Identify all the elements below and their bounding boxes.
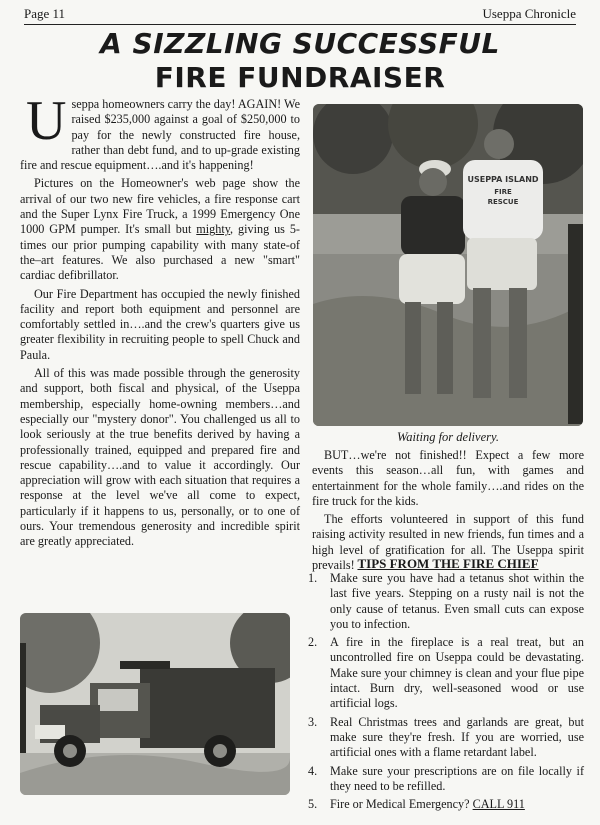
tip-item: 5. Fire or Medical Emergency? CALL 911 [308, 797, 525, 812]
tips-title: TIPS FROM THE FIRE CHIEF [357, 556, 539, 571]
tip-item: 3. Real Christmas trees and garlands are great, but make sure they're fresh. If you are worried, use artificial ones with a flame retardant label. [308, 714, 584, 760]
tips-list [306, 571, 584, 815]
drop-cap: U [26, 90, 67, 152]
tip-item: 2. A fire in the fireplace is a real treat, but an uncontrolled fire on Useppa could be devastating. Make sure your chimney is clean and your flue pipe intact. Burn dry, well-seasoned wood or use artificial logs. [308, 635, 584, 711]
headline-line-1: A SIZZLING SUCCESSFUL [100, 27, 500, 60]
paragraph-4: All of this was made possible through the generosity and support, both fiscal and physical, of the Useppa membership, especially home-owning members…and especially our "mystery donor". You challenged us all to look seriously at the true benefits derived by having a professionally trained, equipped and prepared fire and rescue capability….and to value it accordingly. Our appreciation will grow with each situation that requires a response at the level we've all come to expect, particularly if it happens to us, personally, or to one of ours. Your tremendous generosity and incredible spirit are greatly appreciated. [20, 366, 300, 549]
header-rule [24, 24, 576, 25]
shirt-text-line-3: RESCUE [487, 198, 519, 206]
emphasis-mighty: mighty [196, 222, 231, 237]
page-header [24, 6, 576, 24]
photo-couple-waiting [313, 104, 583, 426]
paragraph-3: Our Fire Department has occupied the newly finished facility and report both equipment and personnel are comfortably settled in….and the crew's quarters give us greater flexibility in recruiting people to spell Chuck and Paula. [20, 286, 300, 362]
emergency-number: CALL 911 [472, 797, 525, 812]
paragraph-5: BUT…we're not finished!! Expect a few more events this season…all fun, with games and entertainment for the whole family….and rides on the fire truck for the kids. [312, 448, 584, 508]
article-left-column [20, 90, 300, 553]
tip-item: 1. Make sure you have had a tetanus shot within the last five years. Stepping on a rusty nail is not the only cause of tetanus. Even small cuts can expose you to infection. [308, 571, 584, 631]
tip-item: 4. Make sure your prescriptions are on file locally if they need to be refilled. [308, 763, 584, 793]
shirt-text-line-2: FIRE [494, 188, 512, 196]
paragraph-1: Useppa homeowners carry the day! AGAIN! We raised $235,000 against a goal of $250,000 to pay for the newly constructed fire house, rather than debt fund, and to up-grade existing fire and rescue equipment….and it's happening! [20, 90, 300, 173]
page-number: Page 11 [24, 6, 66, 21]
shirt-text-line-1: USEPPA ISLAND [467, 175, 539, 184]
photo-caption: Waiting for delivery. [397, 430, 499, 444]
publication-name: Useppa Chronicle [482, 6, 576, 21]
headline-line-2: FIRE FUNDRAISER [154, 61, 446, 94]
photo-fire-truck [20, 613, 290, 795]
paragraph-2: Pictures on the Homeowner's web page show the arrival of our two new fire vehicles, a fire response cart and the Super Lynx Fire Truck, a 1999 Emergency One 1000 GPM pumper. It's small but mighty, giving us 5-times our prior pumping capability with many state-of the–art features. We also purchased a new "smart" cardiac defibrillator. [20, 176, 300, 283]
paragraph-6: The efforts volunteered in support of this fund raising activity resulted in new friends, fun times and a high level of gratification for all. The Useppa spirit prevails! [312, 512, 584, 573]
